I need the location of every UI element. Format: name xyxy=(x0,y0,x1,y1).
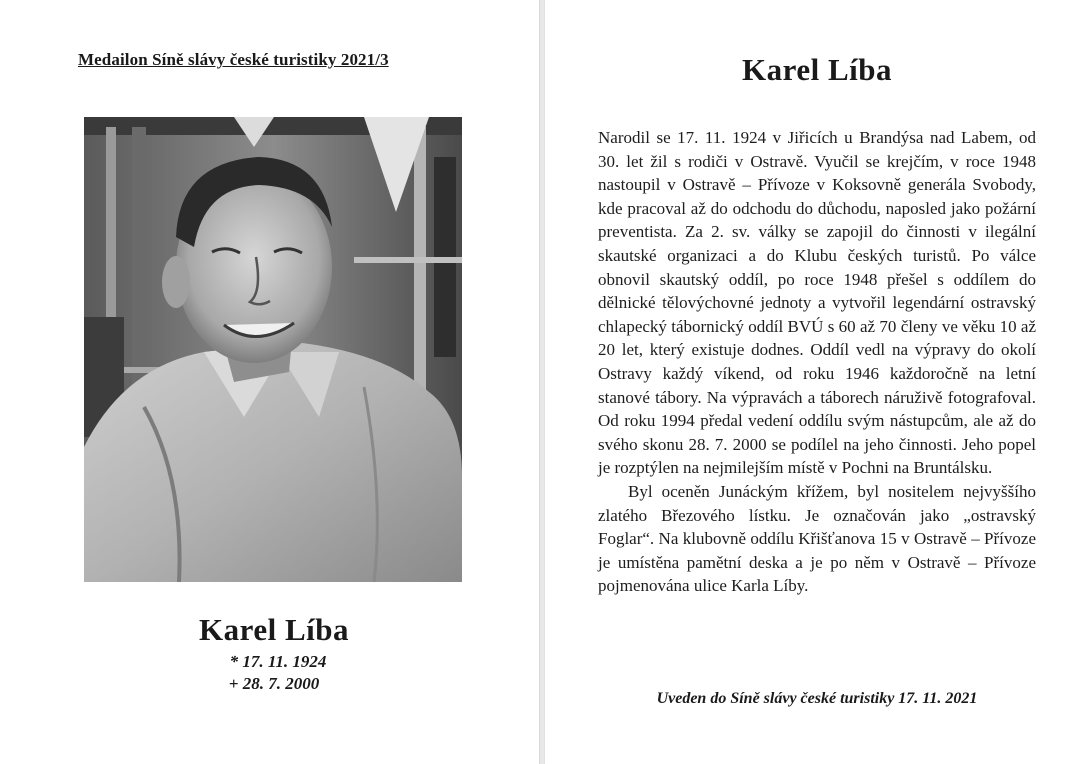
biography xyxy=(598,126,1036,598)
person-name: Karel Líba xyxy=(199,612,349,647)
biography-paragraph: Byl oceněn Junáckým křížem, byl nositelem nejvyššího zlatého Březového lístku. Je označován jako „ostravský Foglar“. Na klubovně oddílu Křišťanova 15 v Ostravě – Přívoze je umístěna pamětní deska a je po něm v Ostravě – Přívoze pojmenována ulice Karla Líby. xyxy=(598,481,1036,596)
portrait-photo xyxy=(84,117,462,582)
series-title: Medailon Síně slávy české turistiky 2021/3 xyxy=(78,50,389,69)
birth-date: * 17. 11. 1924 xyxy=(229,652,327,671)
induction-note: Uveden do Síně slávy české turistiky 17. 11. 2021 xyxy=(656,690,978,707)
biography-paragraph: Narodil se 17. 11. 1924 v Jiřicích u Brandýsa nad Labem, od 30. let žil s rodiči v Ostravě. Vyučil se krejčím, v roce 1948 nastoupil v Ostravě – Přívoze v Koksovně generála Svobody, kde pracoval až do odchodu do důchodu, naposled jako požární preventista. Za 2. sv. války se zapojil do činnosti v ilegální skautské organizaci a do Klubu českých turistů. Po válce obnovil skautský oddíl, po roce 1948 přešel s oddílem do dělnické tělovýchovné jednoty a vytvořil legendární ostravský chlapecký tábornický oddíl BVÚ s 60 až 70 členy ve věku 10 až 20 let, který existuje dodnes. Oddíl vedl na výpravy do okolí Ostravy každý víkend, od roku 1946 každoročně na letní stanové tábory. Na výpravách a táborech náruživě fotografoval. Od roku 1994 předal vedení oddílu svým nástupcům, ale až do svého skonu 28. 7. 2000 se podílel na jeho činnosti. Jeho popel je rozptýlen na nejmilejším místě v Pochni na Bruntálsku. xyxy=(598,128,1036,478)
death-date: + 28. 7. 2000 xyxy=(228,674,320,693)
page-title: Karel Líba xyxy=(742,52,892,87)
